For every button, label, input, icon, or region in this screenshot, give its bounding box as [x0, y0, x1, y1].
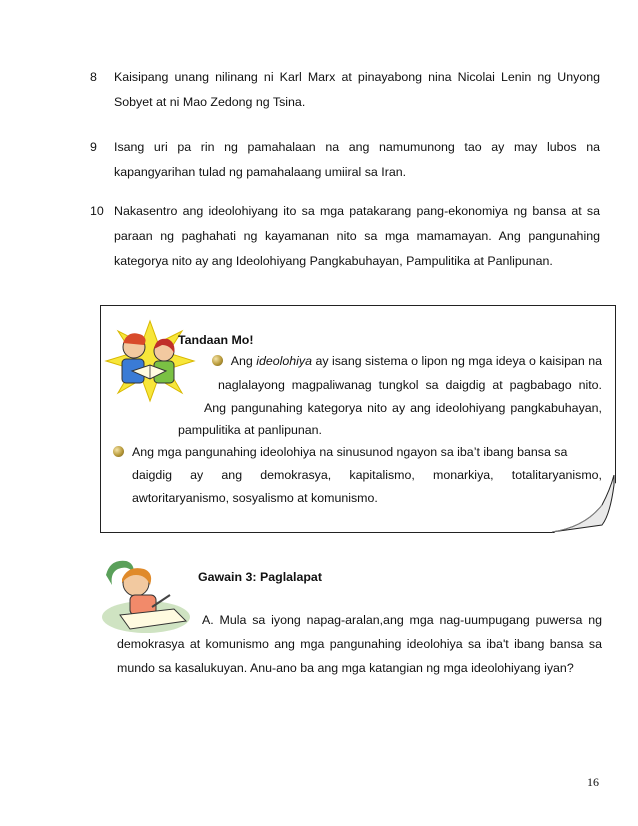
tandaan-bullet-2-line-1 — [113, 445, 602, 459]
tandaan-bullet-1-line-1 — [200, 354, 602, 368]
item-10-line-3: kategorya nito ay ang Ideolohiyang Pangkabuhayan, Pampulitika at Panlipunan. — [114, 254, 553, 268]
item-9-line-2: kapangyarihan tulad ng pamahalaang umiiral sa Iran. — [114, 165, 407, 179]
gawain-title: Gawain 3: Paglalapat — [198, 570, 322, 584]
kids-reading-illustration — [104, 317, 196, 403]
b1-italic-term: ideolohiya — [256, 354, 313, 368]
tandaan-title: Tandaan Mo! — [178, 333, 254, 347]
tandaan-bullet-1-line-2: naglalayong magpaliwanag tungkol sa daigdig at pagbabago nito. — [218, 378, 602, 392]
item-10-line-1: Nakasentro ang ideolohiyang ito sa mga patakarang pang-ekonomiya ng bansa at sa — [114, 204, 600, 218]
tandaan-bullet-1-line-4: pampulitika at panlipunan. — [178, 423, 322, 437]
b2-text: Ang mga pangunahing ideolohiya na sinusunod ngayon sa iba’t ibang bansa sa — [132, 445, 568, 459]
item-text-10 — [114, 199, 600, 274]
b1-post: ay isang sistema o lipon ng mga ideya o kaisipan na — [312, 354, 602, 368]
tandaan-bullet-2-line-3: awtoritaryanismo, sosyalismo at komunismo. — [132, 491, 378, 505]
item-number-10: 10 — [90, 204, 104, 218]
page-number: 16 — [587, 775, 599, 789]
item-8-line-2: Sobyet at ni Mao Zedong ng Tsina. — [114, 95, 306, 109]
bullet-icon — [212, 355, 223, 366]
gawain-line-1: A. Mula sa iyong napag-aralan,ang mga nag-uumpugang puwersa ng — [202, 613, 602, 627]
tandaan-bullet-2-line-2: daigdig ay ang demokrasya, kapitalismo, monarkiya, totalitaryanismo, — [132, 468, 602, 482]
item-text-8 — [114, 65, 600, 115]
item-number-8: 8 — [90, 70, 97, 84]
tandaan-bullet-1-line-3: Ang pangunahing kategorya nito ay ang ideolohiyang pangkabuhayan, — [204, 401, 602, 415]
item-10-line-2: paraan ng paghahati ng kayamanan nito sa mga mamamayan. Ang pangunahing — [114, 229, 600, 243]
b1-pre: Ang — [230, 354, 257, 368]
item-number-9: 9 — [90, 140, 97, 154]
gawain-line-3: mundo sa kasalukuyan. Anu-ano ba ang mga katangian ng mga ideolohiyang iyan? — [117, 661, 574, 675]
bullet-icon — [113, 446, 124, 457]
item-9-line-1: Isang uri pa rin ng pamahalaan na ang namumunong tao ay may lubos na — [114, 140, 600, 154]
item-text-9 — [114, 135, 600, 185]
page-curl-decoration — [540, 475, 616, 533]
girl-writing-illustration — [100, 555, 194, 637]
gawain-line-2: demokrasya at komunismo ang mga pangunahing ideolohiya sa iba't ibang bansa sa — [117, 637, 602, 651]
item-8-line-1: Kaisipang unang nilinang ni Karl Marx at pinayabong nina Nicolai Lenin ng Unyong — [114, 70, 600, 84]
